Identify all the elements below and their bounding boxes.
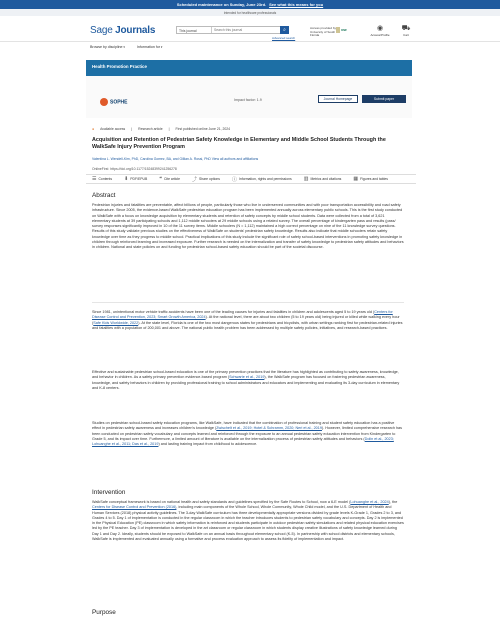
sophe-logo: SOPHE	[100, 98, 128, 106]
doi-line	[92, 167, 177, 171]
access-provided-text: Access provided by University of South Florida	[310, 26, 337, 38]
cite-button[interactable]: ❝ Cite article	[159, 176, 180, 182]
access-status: Available access	[100, 127, 126, 131]
usf-bull-icon	[336, 27, 340, 33]
publication-date: First published online June 21, 2024	[175, 127, 231, 131]
quote-icon: ❝	[159, 176, 162, 182]
open-access-icon: ●	[92, 127, 95, 131]
impact-factor: Impact factor: 1.9	[234, 98, 262, 102]
meta-divider: |	[131, 127, 133, 131]
journal-homepage-button[interactable]: Journal Homepage	[318, 95, 358, 103]
citation-link[interactable]: Zwischelt et al., 2019; Hotel & Schramm, 2020; Neri et al., 2019	[216, 426, 322, 431]
abstract-text: Pedestrian injuries and fatalities are preventable, affect billions of people, particularly those who live in underserved communities and with poor transportation accessibility and road safety infrastructure. Since 2005, the evidence-based WalkSafe pedestrian education program has been implemented annually across elementary public schools. This is the first study conducted on WalkSafe with a focus on knowledge acquisition by elementary students and retention of safety concepts by middle school students. Data were collected from a total of 3,621 elementary students at 39 participating schools and 1,112 middle schoolers at 29 middle schools using a related survey. The overall percentage of kindergarten pass and results (pass/ survey responses significantly improved in 10 of the 11 survey items. Middle schoolers (N = 1,112) maintained a high correct percentage on nine of the 11 knowledge survey questions. Results of this study validate previous studies on the effectiveness of WalkSafe on students' pedestrian safety knowledge. Results also indicate that middle schoolers retain safety knowledge over time as they progress to middle school. Practical implications of this study include the significant role of safety school-based interventions in promoting safety knowledge in children through reinforced learning and increased exposure. Further research is needed on the internalization and transfer of safety knowledge to pedestrian safety attitudes and behaviors in children. National and state policies on and funding for pedestrian school-based safety education should be part of the societal discourse.	[92, 203, 404, 249]
institution-logo: USF	[336, 27, 356, 36]
search-box	[176, 26, 288, 34]
sophe-mark-icon	[100, 98, 108, 106]
abstract-heading: Abstract	[92, 192, 116, 199]
intervention-heading: Intervention	[92, 489, 126, 496]
metrics-button[interactable]: ▥ Metrics and citations	[303, 176, 342, 182]
figures-icon: ▦	[353, 176, 359, 182]
article-type: Research article	[138, 127, 163, 131]
info-icon: ⓘ	[231, 176, 237, 183]
citation-link[interactable]: Schwarte et al., 2019	[229, 375, 265, 380]
intervention-paragraph: WalkSafe conceptual framework is based on national health and safety standards and guidelines specified by the Safe Routes to School, now a 6-E model (Lohuanghe et al., 2024), the Centers for Disease Control and Prevention (2016), including main components of the Whole School, Whole Community, Whole Child model, and the U.S. Department of Health and Human Services (2018) physical activity guidelines. The 3-day WalkSafe curriculum has three developmentally appropriate versions divided by grade levels K-Grade 1, Grades 2 to 3, and Grades 4 to 5. Day 1 of implementation is conducted in the regular classroom in which the teacher introduces students to pedestrian safety vocabulary and concepts. Day 2 is implemented in the Physical Education (PE) classroom in which safety information is reinforced and students participate in outdoor pedestrian safety simulations and related physical education exercises led by the PE teacher. Day 3 of implementation is developed in the art classroom or regular classroom in which students display creative illustrations of safety knowledge learned during Day 1 and Day 2. Ideally, students should be exposed to WalkSafe on an annual basis throughout elementary school (K-5). In partnership with school districts and elementary schools, WalkSafe is implemented and evaluated annually using a formative and process evaluation approach to assess its fidelity of implementation and impact.	[92, 500, 404, 541]
advanced-search-link[interactable]: Advanced search	[272, 36, 296, 40]
intended-for-bar: Intended for healthcare professionals	[0, 9, 500, 16]
volume-label: OnlineFirst	[92, 167, 109, 171]
share-button[interactable]: ⤴ Share options	[191, 176, 220, 183]
information-for-menu[interactable]: Information for ▾	[137, 45, 163, 49]
search-button[interactable]	[280, 26, 289, 34]
browse-by-discipline-menu[interactable]: Browse by discipline ▾	[90, 45, 125, 49]
download-icon: ⬇	[124, 176, 129, 182]
meta-divider: |	[168, 127, 170, 131]
account-button[interactable]: ◉ Access/Profile	[368, 25, 392, 37]
purpose-heading: Purpose	[92, 609, 116, 616]
article-title: Acquisition and Retention of Pedestrian Safety Knowledge in Elementary and Middle School Students Through the WalkSafe Injury Prevention Program	[92, 137, 386, 151]
rights-button[interactable]: ⓘ Information, rights and permissions	[231, 176, 292, 183]
citation-link[interactable]: Centers for Disease Control and Prevention (2016)	[92, 505, 177, 510]
citation-link[interactable]: Safe Kids Worldwide, 2022	[93, 320, 139, 325]
sub-navigation	[90, 45, 162, 49]
metrics-icon: ▥	[303, 176, 309, 182]
user-icon: ◉	[376, 25, 384, 32]
citation-link[interactable]: Lohuanghe et al., 2024	[350, 500, 389, 504]
journal-banner-strip	[86, 76, 412, 118]
contents-icon: ☰	[92, 176, 97, 182]
doi-link[interactable]: https://doi.org/10.1177/15248399241256278	[110, 167, 177, 171]
cart-icon: ⛟	[401, 25, 411, 32]
author-list[interactable]: Valentina L. Wendell-Kim, PhD, Carolina Gomez, BA, and Gillian A. Rossi, PhD View all authors and affiliations	[92, 157, 259, 161]
journal-banner	[86, 60, 412, 118]
citation-link[interactable]: Centers for Disease Control and Prevention, 2023; Smart Growth America, 2024	[92, 310, 393, 320]
body-paragraph-3: Studies on pedestrian school-based safety education programs, like WalkSafe, have indicated that the combination of professional training and student safety education has a positive effect in pedestrian safety awareness and increases children's knowledge (Zwischelt et al., 2019; Hotel & Schramm, 2020; Neri et al., 2019). However, limited comprehensive research has been conducted on pedestrian safety vocabulary and concepts learned and reinforced through the exposure to an annual pedestrian safety education intervention from Kindergarten to Grade 5, and its impact over time. Furthermore, a limited amount of literature is available on the internalization process of pedestrian safety attitudes and behaviors (Dolin et al., 2023; Lohuanghe et al., 2011; Das et al., 2019) and lasting training impact from childhood to adolescence.	[92, 421, 402, 446]
figures-button[interactable]: ▦ Figures and tables	[353, 176, 388, 182]
maintenance-text: Scheduled maintenance on Sunday, June 23rd.	[176, 2, 267, 7]
search-input[interactable]	[211, 27, 281, 33]
citation-link[interactable]: Dolin et al., 2023; Lohuanghe et al., 2011; Das et al., 2019	[92, 436, 394, 446]
search-scope-select[interactable]: This journal	[179, 28, 197, 33]
submit-paper-button[interactable]: Submit paper	[362, 95, 406, 103]
cart-button[interactable]: ⛟ Cart	[394, 25, 418, 37]
divider	[92, 302, 404, 303]
article-toolbar	[86, 174, 416, 184]
maintenance-banner	[0, 0, 500, 9]
share-icon: ⤴	[191, 176, 197, 183]
article-meta	[92, 127, 230, 131]
site-header	[0, 16, 500, 42]
body-paragraph-1: Since 1981, unintentional motor vehicle traffic accidents have been one of the leading causes for injuries and fatalities in children and adolescents aged 5 to 19 years old (Centers for Disease Control and Prevention, 2023; Smart Growth America, 2024). At the national level, there are about two children (5 to 19 years old) being injured or killed while walking every hour (Safe Kids Worldwide, 2022). At the state level, Florida is one of the two most dangerous states for pedestrians and bicyclists, with urban settings ranking first for pedestrian-related injuries and fatalities with a population of 200,001 and above. The national public health problem has been addressed by multiple safety policies, initiatives, and research-based practices.	[92, 310, 403, 330]
sage-journals-logo[interactable]: Sage Journals	[90, 25, 156, 36]
journal-title[interactable]: Health Promotion Practice	[92, 64, 147, 69]
body-paragraph-2: Effective and sustainable pedestrian school-based education is one of the primary prevention practices that the literature has highlighted as contributing to safety awareness, knowledge, and behavior in children. As a safety primary prevention evidence-based program (Schwarte et al., 2019), the WalkSafe program has focused on fostering pedestrian awareness, knowledge, and safety behaviors in children by providing professional training to school administrators and educators and implementing and evaluating its 3-day curriculum in elementary and K-8 centers.	[92, 370, 400, 390]
contents-button[interactable]: ☰ Contents	[92, 176, 113, 182]
search-icon: ⌕	[283, 27, 286, 33]
maintenance-link[interactable]: See what this means for you	[269, 2, 324, 7]
pdf-button[interactable]: ⬇ PDF/EPUB	[124, 176, 148, 182]
